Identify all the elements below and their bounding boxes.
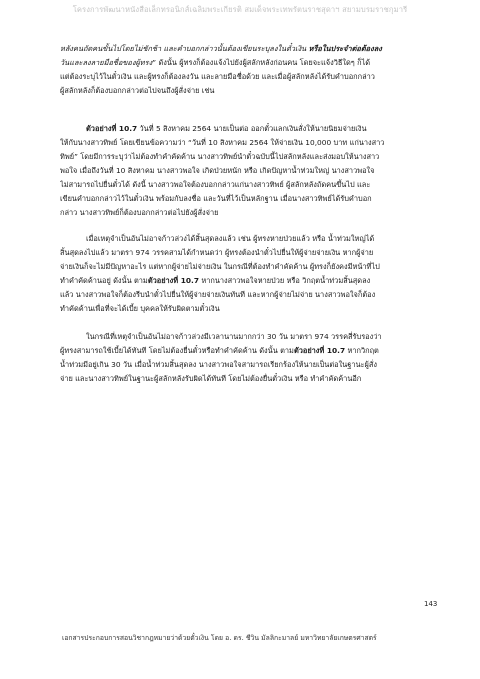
- body-text: ทำคัดค้านเพื่อที่จะได้เบี้ย บุคคลให้รับผิดตามตั๋วเงิน: [60, 304, 220, 313]
- body-text: ในกรณีที่เหตุจำเป็นอันไม่อาจก้าวล่วงมีเวลานานมากกว่า 30 วัน มาตรา 974 วรรคสี่รับรองว่า: [86, 332, 382, 341]
- body-text: ผู้สลักหลังก็ต้องบอกกล่าวต่อไปจนถึงผู้สั่งจ่าย เช่น: [60, 86, 215, 95]
- running-footer: เอกสารประกอบการสอนวิชากฎหมายว่าด้วยตั๋วเงิน โดย อ. ดร. ชีวิน มัลลิกะมาลย์ มหาวิทยาลัยเกษตรศาสตร์: [62, 634, 377, 642]
- body-text: ทิพย์” โดยมีการระบุว่าไม่ต้องทำคำคัดค้าน นางสาวทิพย์นำตั๋วฉบับนี้ไปสลักหลังและส่งมอบให้นางสาว: [60, 152, 380, 161]
- page-number: 143: [424, 600, 438, 608]
- italic-quote: วันและลงลายมือชื่อของผู้ทรง: [60, 58, 153, 67]
- body-text: ” ดังนั้น ผู้ทรงก็ต้องแจ้งไปยังผู้สลักหลังก่อนคน โดยจะแจ้งวิธีใดๆ ก็ได้: [152, 58, 371, 67]
- bold-italic-quote: หรือในประจำต่อต้องลง: [308, 44, 382, 53]
- body-text: พอใจ เมื่อถึงวันที่ 10 สิงหาคม นางสาวพอใจ เกิดป่วยหนัก หรือ เกิดปัญหาน้ำท่วมใหญ่ นางสาวพอใจ: [60, 166, 375, 175]
- example-reference: ตัวอย่างที่ 10.7: [147, 276, 199, 285]
- body-text: ไม่สามารถไปยื่นตั๋วได้ ดังนี้ นางสาวพอใจต้องบอกกล่าวแก่นางสาวทิพย์ ผู้สลักหลังถัดคนขึ้นไป และ: [60, 180, 371, 189]
- body-text: หากวิกฤต: [345, 346, 379, 355]
- body-text: เมื่อเหตุจำเป็นอันไม่อาจก้าวล่วงได้สิ้นสุดลงแล้ว เช่น ผู้ทรงหายป่วยแล้ว หรือ น้ำท่วมใหญ่ได้: [86, 234, 375, 243]
- body-text: ให้กับนางสาวทิพย์ โดยเขียนข้อความว่า “วันที่ 10 สิงหาคม 2564 ให้จ่ายเงิน 10,000 บาท แก่นางสาว: [60, 138, 385, 147]
- body-text: แต่ต้องระบุไว้ในตั๋วเงิน และผู้ทรงก็ต้องลงวัน และลายมือชื่อด้วย และเมื่อผู้สลักหลังได้รับคำบอกกล่าว: [60, 72, 375, 81]
- paragraph-4: [60, 330, 436, 386]
- body-text: จ่ายเงินก็จะไม่มีปัญหาอะไร แต่หากผู้จ่ายไม่จ่ายเงิน ในกรณีที่ต้องทำคำคัดค้าน ผู้ทรงก็ยังคงมีหน้าที่ไป: [60, 262, 380, 271]
- paragraph-3: [60, 232, 436, 316]
- body-text: จ่าย และนางสาวทิพย์ในฐานะผู้สลักหลังรับผิดได้ทันที โดยไม่ต้องยื่นตั๋วเงิน หรือ ทำคำคัดค้านอีก: [60, 374, 362, 383]
- body-text: แล้ว นางสาวพอใจก็ต้องรีบนำตั๋วไปยื่นให้ผู้จ่ายจ่ายเงินทันที และหากผู้จ่ายไม่จ่าย นางสาวพอใจก็ต้อง: [60, 290, 376, 299]
- italic-quote: หลังคนถัดคนขั้นไปโดยไม่ชักช้า และคำบอกกล่าวนั้นต้องเขียนระบุลงในตั๋วเงิน: [60, 44, 309, 53]
- body-text: น้ำท่วมมีอยู่เกิน 30 วัน เมื่อน้ำท่วมสิ้นสุดลง นางสาวพอใจสามารถเรียกร้องให้นายเป็นต่อในฐานะผู้สั่ง: [60, 360, 377, 369]
- running-header: โครงการพัฒนาหนังสือเล็กทรอนิกส์เฉลิมพระเกียรติ สมเด็จพระเทพรัตนราชสุดาฯ สยามบรมราชกุมารี: [72, 5, 408, 14]
- example-paragraph: [60, 122, 436, 220]
- body-text: ผู้ทรงสามารถใช้เบี้ยได้ทันที โดยไม่ต้องยื่นตั๋วหรือทำคำคัดค้าน ดังนั้น ตาม: [60, 346, 294, 355]
- body-text: กล่าว นางสาวทิพย์ก็ต้องบอกกล่าวต่อไปยังผู้สั่งจ่าย: [60, 208, 219, 217]
- paragraph-1: [60, 42, 436, 98]
- example-label: ตัวอย่างที่ 10.7: [86, 124, 138, 133]
- body-text: วันที่ 5 สิงหาคม 2564 นายเป็นต่อ ออกตั๋วแลกเงินสั่งให้นายนิยมจ่ายเงิน: [137, 124, 367, 133]
- body-text: เขียนคำบอกกล่าวไว้ในตั๋วเงิน พร้อมกับลงชื่อ และวันที่ไว้เป็นหลักฐาน เมื่อนางสาวทิพย์ได้รับคำบอก: [60, 194, 372, 203]
- body-text: ทำคำคัดค้านอยู่ ดังนั้น ตาม: [60, 276, 148, 285]
- example-reference: ตัวอย่างที่ 10.7: [293, 346, 346, 355]
- body-text: สิ้นสุดลงไปแล้ว มาตรา 974 วรรคสามได้กำหนดว่า ผู้ทรงต้องนำตั๋วไปยื่นให้ผู้จ่ายจ่ายเงิน หากผู้จ่าย: [60, 248, 374, 257]
- body-text: หากนางสาวพอใจหายป่วย หรือ วิกฤตน้ำท่วมสิ้นสุดลง: [198, 276, 371, 285]
